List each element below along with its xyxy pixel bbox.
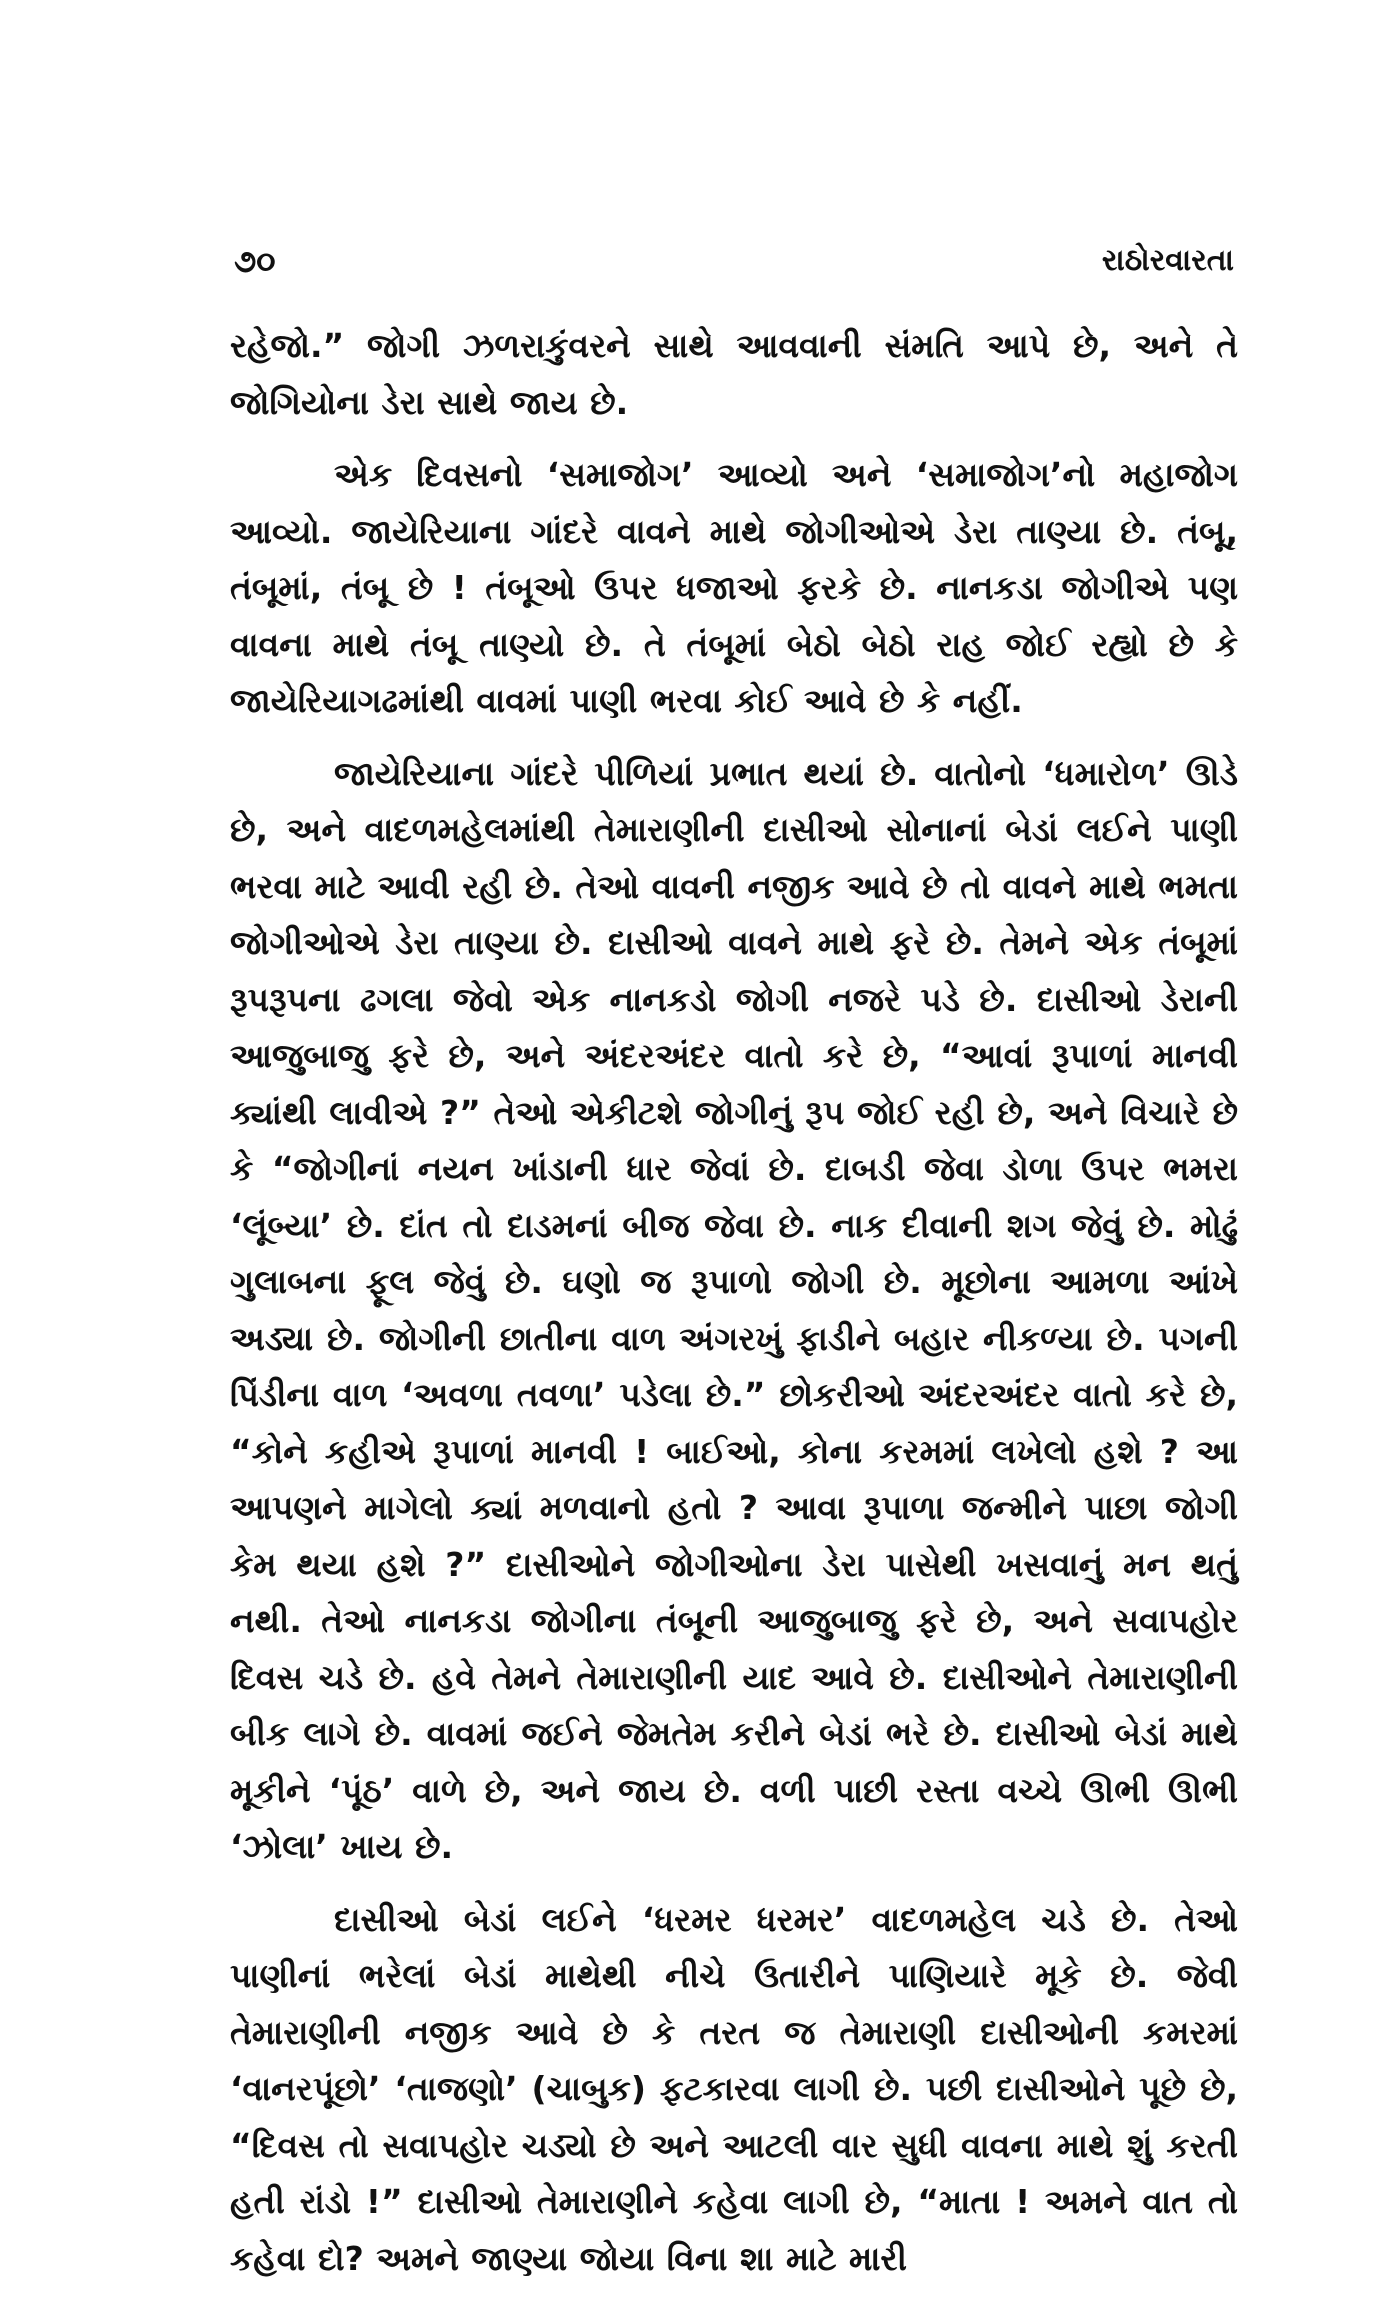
running-head: રાઠોરવારતા xyxy=(1101,243,1234,278)
paragraph-2: એક દિવસનો ‘સમાજોગ’ આવ્યો અને ‘સમાજોગ’નો મહાજોગ આવ્યો. જાયેરિયાના ગાંદરે વાવને માથે જોગીઓએ ડેરા તાણ્યા છે. તંબૂ, તંબૂમાં, તંબૂ છે ! તંબૂઓ ઉપર ધજાઓ ફરકે છે. નાનકડા જોગીએ પણ વાવના માથે તંબૂ તાણ્યો છે. તે તંબૂમાં બેઠો બેઠો રાહ જોઈ રહ્યો છે કે જાયેરિયાગઢમાંથી વાવમાં પાણી ભરવા કોઈ આવે છે કે નહીં. xyxy=(230,455,1238,720)
body-text xyxy=(230,318,1238,2303)
page-number: ૭૦ xyxy=(234,242,276,280)
page-header xyxy=(234,236,1234,286)
paragraph-3: જાયેરિયાના ગાંદરે પીળિયાં પ્રભાત થયાં છે. વાતોનો ‘ધમારોળ’ ઊડે છે, અને વાદળમહેલમાંથી તેમારાણીની દાસીઓ સોનાનાં બેડાં લઈને પાણી ભરવા માટે આવી રહી છે. તેઓ વાવની નજીક આવે છે તો વાવને માથે ભમતા જોગીઓએ ડેરા તાણ્યા છે. દાસીઓ વાવને માથે ફરે છે. તેમને એક તંબૂમાં રૂપરૂપના ઢગલા જેવો એક નાનકડો જોગી નજરે પડે છે. દાસીઓ ડેરાની આજુબાજુ ફરે છે, અને અંદરઅંદર વાતો કરે છે, “આવાં રૂપાળાં માનવી ક્યાંથી લાવીએ ?” તેઓ એકીટશે જોગીનું રૂપ જોઈ રહી છે, અને વિચારે છે કે “જોગીનાં નયન ખાંડાની ધાર જેવાં છે. દાબડી જેવા ડોળા ઉપર ભમરા ‘લૂંબ્યા’ છે. દાંત તો દાડમનાં બીજ જેવા છે. નાક દીવાની શગ જેવું છે. મોઢું ગુલાબના ફૂલ જેવું છે. ઘણો જ રૂપાળો જોગી છે. મૂછોના આમળા આંખે અડ્યા છે. જોગીની છાતીના વાળ અંગરખું ફાડીને બહાર નીકળ્યા છે. પગની પિંડીના વાળ ‘અવળા તવળા’ પડેલા છે.” છોકરીઓ અંદરઅંદર વાતો કરે છે, “કોને કહીએ રૂપાળાં માનવી ! બાઈઓ, કોના કરમમાં લખેલો હશે ? આ આપણને માગેલો ક્યાં મળવાનો હતો ? આવા રૂપાળા જન્મીને પાછા જોગી કેમ થયા હશે ?” દાસીઓને જોગીઓના ડેરા પાસેથી ખસવાનું મન થતું નથી. તેઓ નાનકડા જોગીના તંબૂની આજુબાજુ ફરે છે, અને સવાપહોર દિવસ ચડે છે. હવે તેમને તેમારાણીની યાદ આવે છે. દાસીઓને તેમારાણીની બીક લાગે છે. વાવમાં જઈને જેમતેમ કરીને બેડાં ભરે છે. દાસીઓ બેડાં માથે મૂકીને ‘પૂંઠ’ વાળે છે, અને જાય છે. વળી પાછી રસ્તા વચ્ચે ઊભી ઊભી ‘ઝોલા’ ખાય છે. xyxy=(230,753,1238,1866)
paragraph-1: રહેજો.” જોગી ઝળરાકુંવરને સાથે આવવાની સંમતિ આપે છે, અને તે જોગિયોના ડેરા સાથે જાય છે. xyxy=(230,326,1238,422)
paragraph-4: દાસીઓ બેડાં લઈને ‘ધરમર ધરમર’ વાદળમહેલ ચડે છે. તેઓ પાણીનાં ભરેલાં બેડાં માથેથી નીચે ઉતારીને પાણિયારે મૂકે છે. જેવી તેમારાણીની નજીક આવે છે કે તરત જ તેમારાણી દાસીઓની કમરમાં ‘વાનરપૂંછો’ ‘તાજણો’ (ચાબુક) ફટકારવા લાગી છે. પછી દાસીઓને પૂછે છે, “દિવસ તો સવાપહોર ચડ્યો છે અને આટલી વાર સુધી વાવના માથે શું કરતી હતી રાંડો !” દાસીઓ તેમારાણીને કહેવા લાગી છે, “માતા ! અમને વાત તો કહેવા દો? અમને જાણ્યા જોયા વિના શા માટે મારી xyxy=(230,1899,1238,2278)
